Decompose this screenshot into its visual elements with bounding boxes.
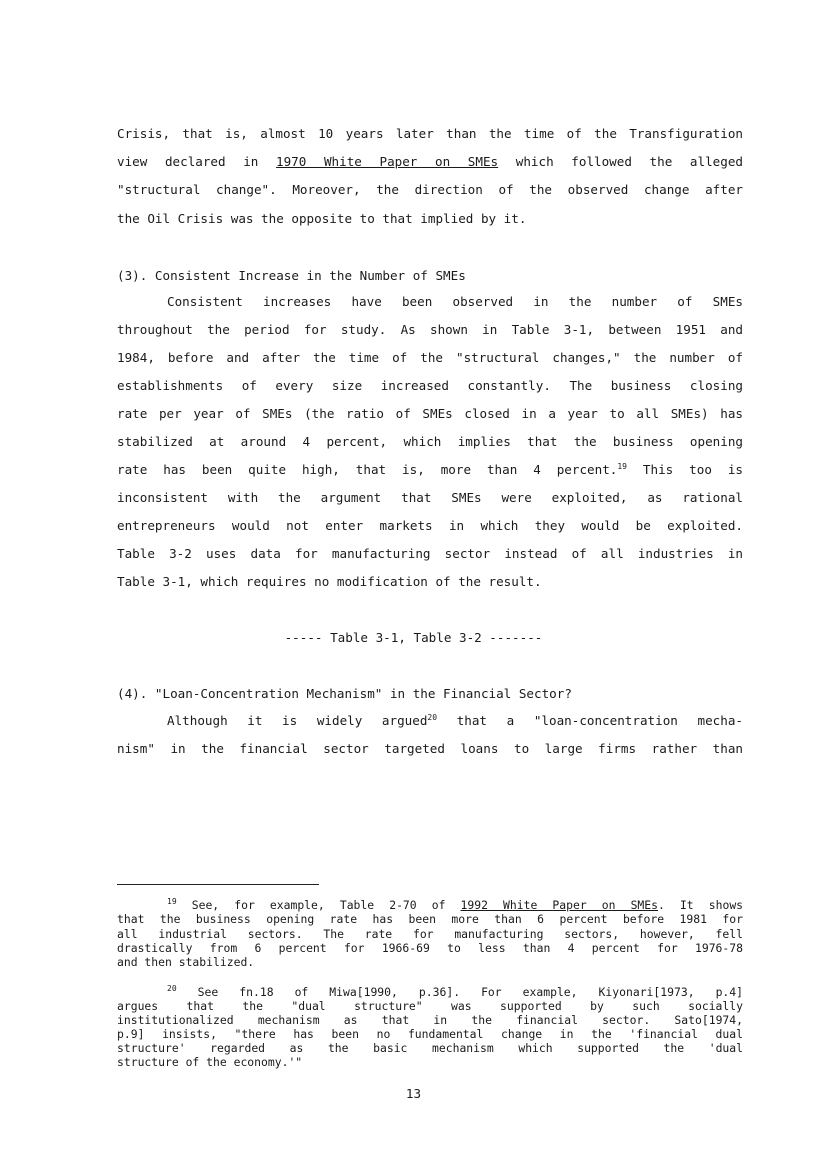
body-line: nism" in the financial sector targeted loans to large firms rather than (117, 741, 743, 756)
body-text: This too is (642, 462, 743, 477)
footnote-line: drastically from 6 percent for 1966-69 to less than 4 percent for 1976-78 (117, 941, 743, 955)
footnote-line: structure of the economy.'" (117, 1055, 303, 1069)
footnote-line: structure' regarded as the basic mechanism which supported the 'dual (117, 1041, 743, 1055)
footnote-line (167, 898, 743, 912)
body-line (117, 462, 743, 478)
body-text: Although it is widely argued (167, 713, 428, 728)
footnote-text: See fn.18 of Miwa[1990, p.36]. For example, Kiyonari[1973, p.4] (197, 985, 744, 999)
body-text: that a "loan-concentration mecha- (456, 713, 743, 728)
footnote-line: p.9] insists, "there has been no fundamental change in the 'financial dual (117, 1027, 743, 1041)
footnote-line: all industrial sectors. The rate for manufacturing sectors, however, fell (117, 927, 743, 941)
body-text: which followed the alleged (515, 154, 743, 169)
publication-title: 1970 White Paper on SMEs (276, 154, 499, 169)
body-line: Table 3-1, which requires no modification of the result. (117, 574, 542, 589)
body-line: entrepreneurs would not enter markets in which they would be exploited. (117, 518, 743, 533)
footnote-line: that the business opening rate has been more than 6 percent before 1981 for (117, 912, 743, 926)
footnote-separator (117, 884, 319, 885)
footnote-marker: 19 (167, 897, 177, 907)
section-heading: (4). "Loan-Concentration Mechanism" in the Financial Sector? (117, 686, 572, 701)
footnote-line: argues that the "dual structure" was supported by such socially (117, 999, 743, 1013)
section-heading: (3). Consistent Increase in the Number of SMEs (117, 268, 466, 283)
table-placement-marker: ----- Table 3-1, Table 3-2 ------- (284, 630, 543, 645)
page-number: 13 (405, 1086, 422, 1101)
footnote-ref-19: 19 (617, 461, 627, 471)
body-line: "structural change". Moreover, the direction of the observed change after (117, 182, 743, 197)
body-line: rate per year of SMEs (the ratio of SMEs closed in a year to all SMEs) has (117, 406, 743, 421)
body-line: stabilized at around 4 percent, which implies that the business opening (117, 434, 743, 449)
footnote-ref-20: 20 (427, 712, 438, 722)
publication-title: 1992 White Paper on SMEs (460, 898, 659, 912)
footnote-text: . It shows (658, 898, 744, 912)
body-line: inconsistent with the argument that SMEs were exploited, as rational (117, 490, 743, 505)
body-line: establishments of every size increased constantly. The business closing (117, 378, 743, 393)
body-text: rate has been quite high, that is, more than 4 percent. (117, 462, 618, 477)
footnote-line (167, 985, 743, 999)
body-line: throughout the period for study. As shown in Table 3-1, between 1951 and (117, 322, 743, 337)
body-line: 1984, before and after the time of the "structural changes," the number of (117, 350, 743, 365)
body-line (117, 154, 743, 170)
body-line: Crisis, that is, almost 10 years later than the time of the Transfiguration (117, 126, 743, 141)
body-text: view declared in (117, 154, 259, 169)
body-line: the Oil Crisis was the opposite to that implied by it. (117, 211, 527, 226)
body-line: Consistent increases have been observed in the number of SMEs (167, 294, 743, 309)
body-line: Table 3-2 uses data for manufacturing sector instead of all industries in (117, 546, 743, 561)
footnote-marker: 20 (167, 984, 177, 994)
footnote-text: See, for example, Table 2-70 of (191, 898, 446, 912)
footnote-line: institutionalized mechanism as that in the financial sector. Sato[1974, (117, 1013, 743, 1027)
footnote-line: and then stabilized. (117, 955, 255, 969)
body-line (167, 713, 743, 729)
